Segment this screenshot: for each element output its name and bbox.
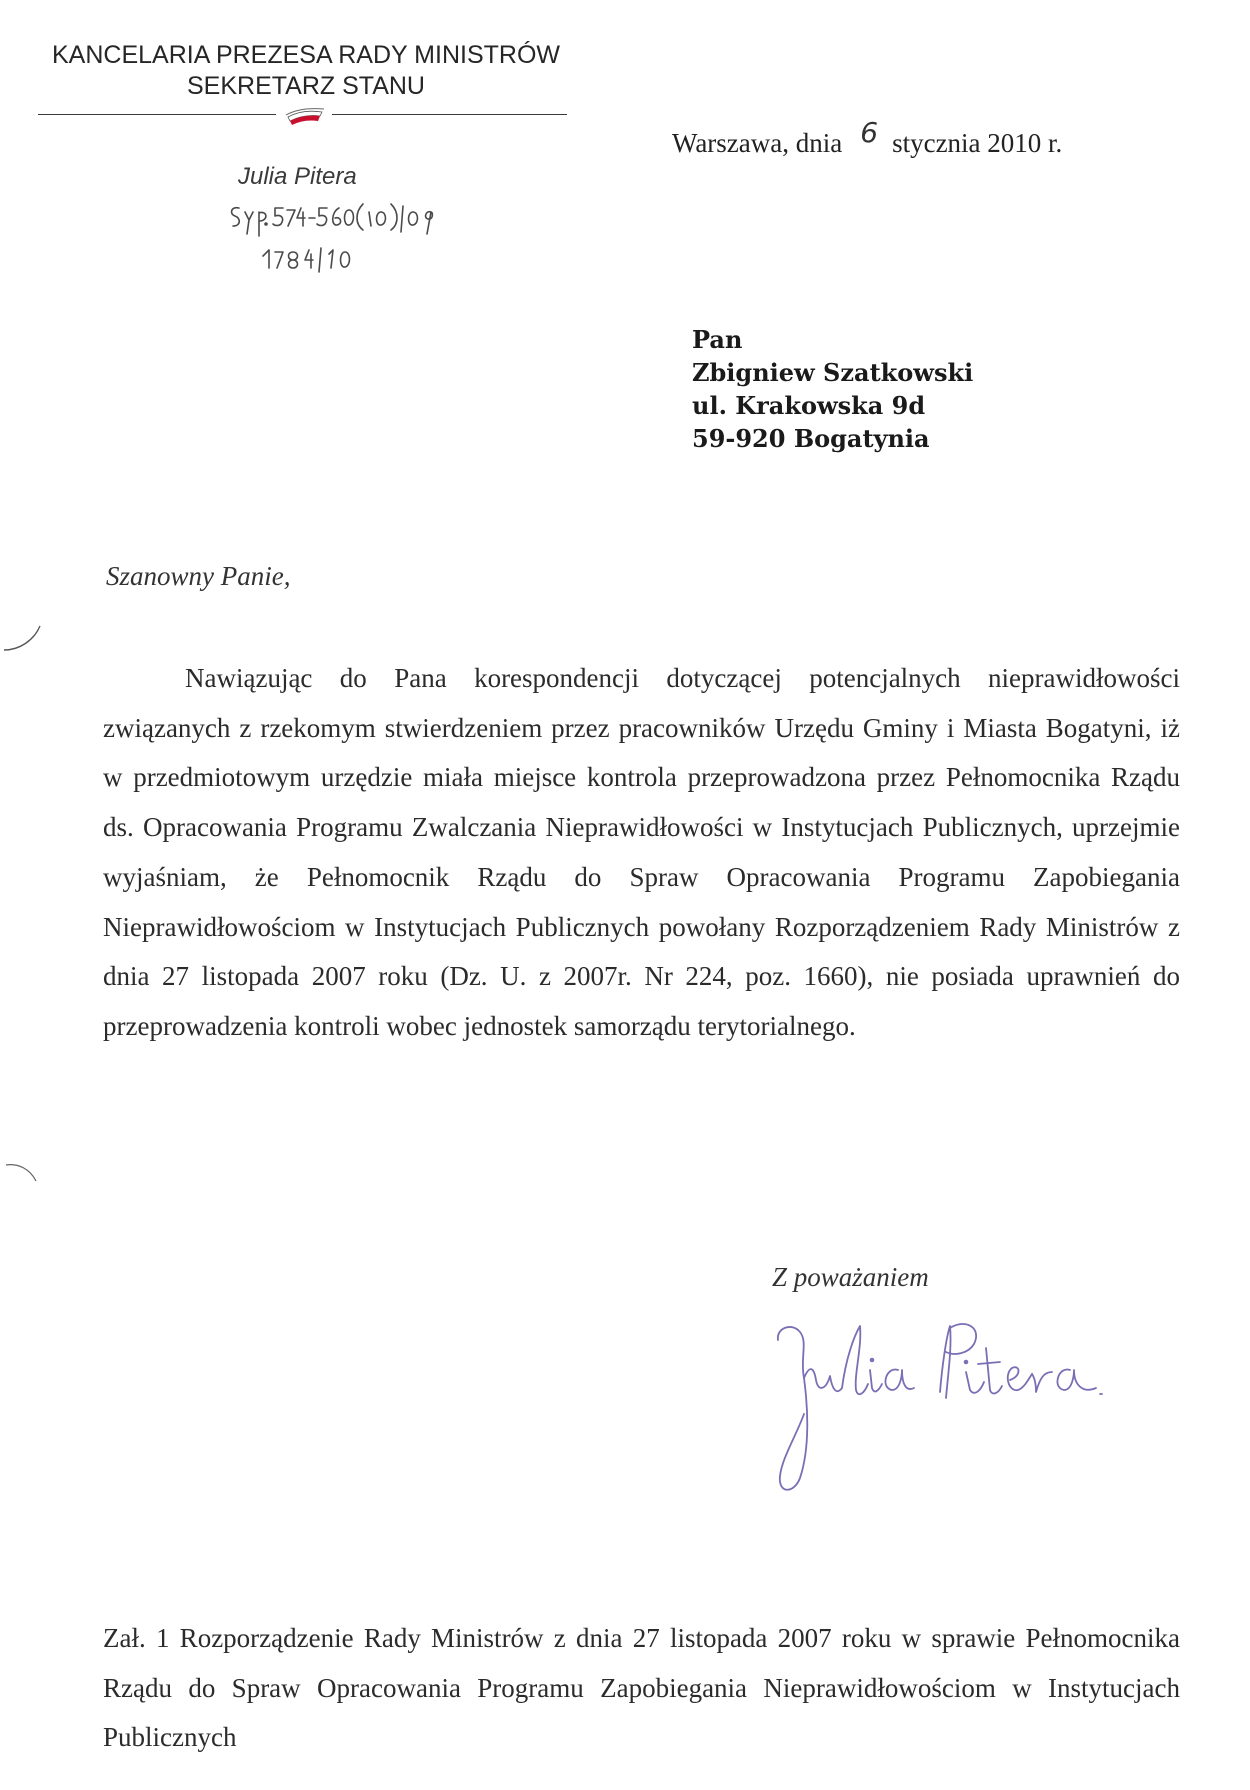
date-prefix: Warszawa, dnia — [672, 128, 843, 158]
closing-phrase: Z poważaniem — [772, 1262, 929, 1292]
recipient-address — [692, 323, 973, 455]
attachment-note: Zał. 1 Rozporządzenie Rady Ministrów z dnia 27 listopada 2007 roku w sprawie Pełnomocnika Rządu do Spraw Opracowania Programu Zapobiegania Nieprawidłowościom w Instytucjach Publicznych — [103, 1623, 1180, 1753]
scan-mark-lower-icon — [0, 1155, 46, 1195]
recipient-name: Zbigniew Szatkowski — [692, 358, 974, 387]
date-day-handwritten: 6 — [860, 116, 879, 149]
handwritten-reference-number — [225, 200, 485, 290]
letter-date — [672, 116, 1063, 159]
official-name: Julia Pitera — [238, 163, 357, 190]
date-suffix: stycznia 2010 r. — [892, 128, 1063, 158]
letterhead — [0, 40, 612, 102]
position-title: SEKRETARZ STANU — [187, 72, 425, 100]
recipient-street: ul. Krakowska 9d — [692, 391, 926, 420]
scan-mark-upper-icon — [0, 600, 46, 660]
salutation: Szanowny Panie, — [106, 561, 291, 591]
recipient-title: Pan — [692, 325, 743, 354]
recipient-city: 59-920 Bogatynia — [692, 424, 930, 453]
letterhead-rule-right — [332, 114, 567, 115]
organization-name: KANCELARIA PREZESA RADY MINISTRÓW — [52, 41, 560, 69]
letter-body: Nawiązując do Pana korespondencji dotyczącej potencjalnych nieprawidłowości związanych z rzekomym stwierdzeniem przez pracowników Urzędu Gminy i Miasta Bogatyni, iż w przedmiotowym urzędzie miała miejsce kontrola przeprowadzona przez Pełnomocnika Rządu ds. Opracowania Programu Zwalczania Nieprawidłowości w Instytucjach Publicznych, uprzejmie wyjaśniam, że Pełnomocnik Rządu do Spraw Opracowania Programu Zapobiegania Nieprawidłowościom w Instytucjach Publicznych powołany Rozporządzeniem Rady Ministrów z dnia 27 listopada 2007 roku (Dz. U. z 2007r. Nr 224, poz. 1660), nie posiada uprawnień do przeprowadzenia kontroli wobec jednostek samorządu terytorialnego. — [103, 663, 1180, 1041]
handwritten-signature — [770, 1318, 1130, 1498]
polish-flag-emblem-icon — [282, 103, 328, 129]
letterhead-rule-left — [38, 114, 276, 115]
